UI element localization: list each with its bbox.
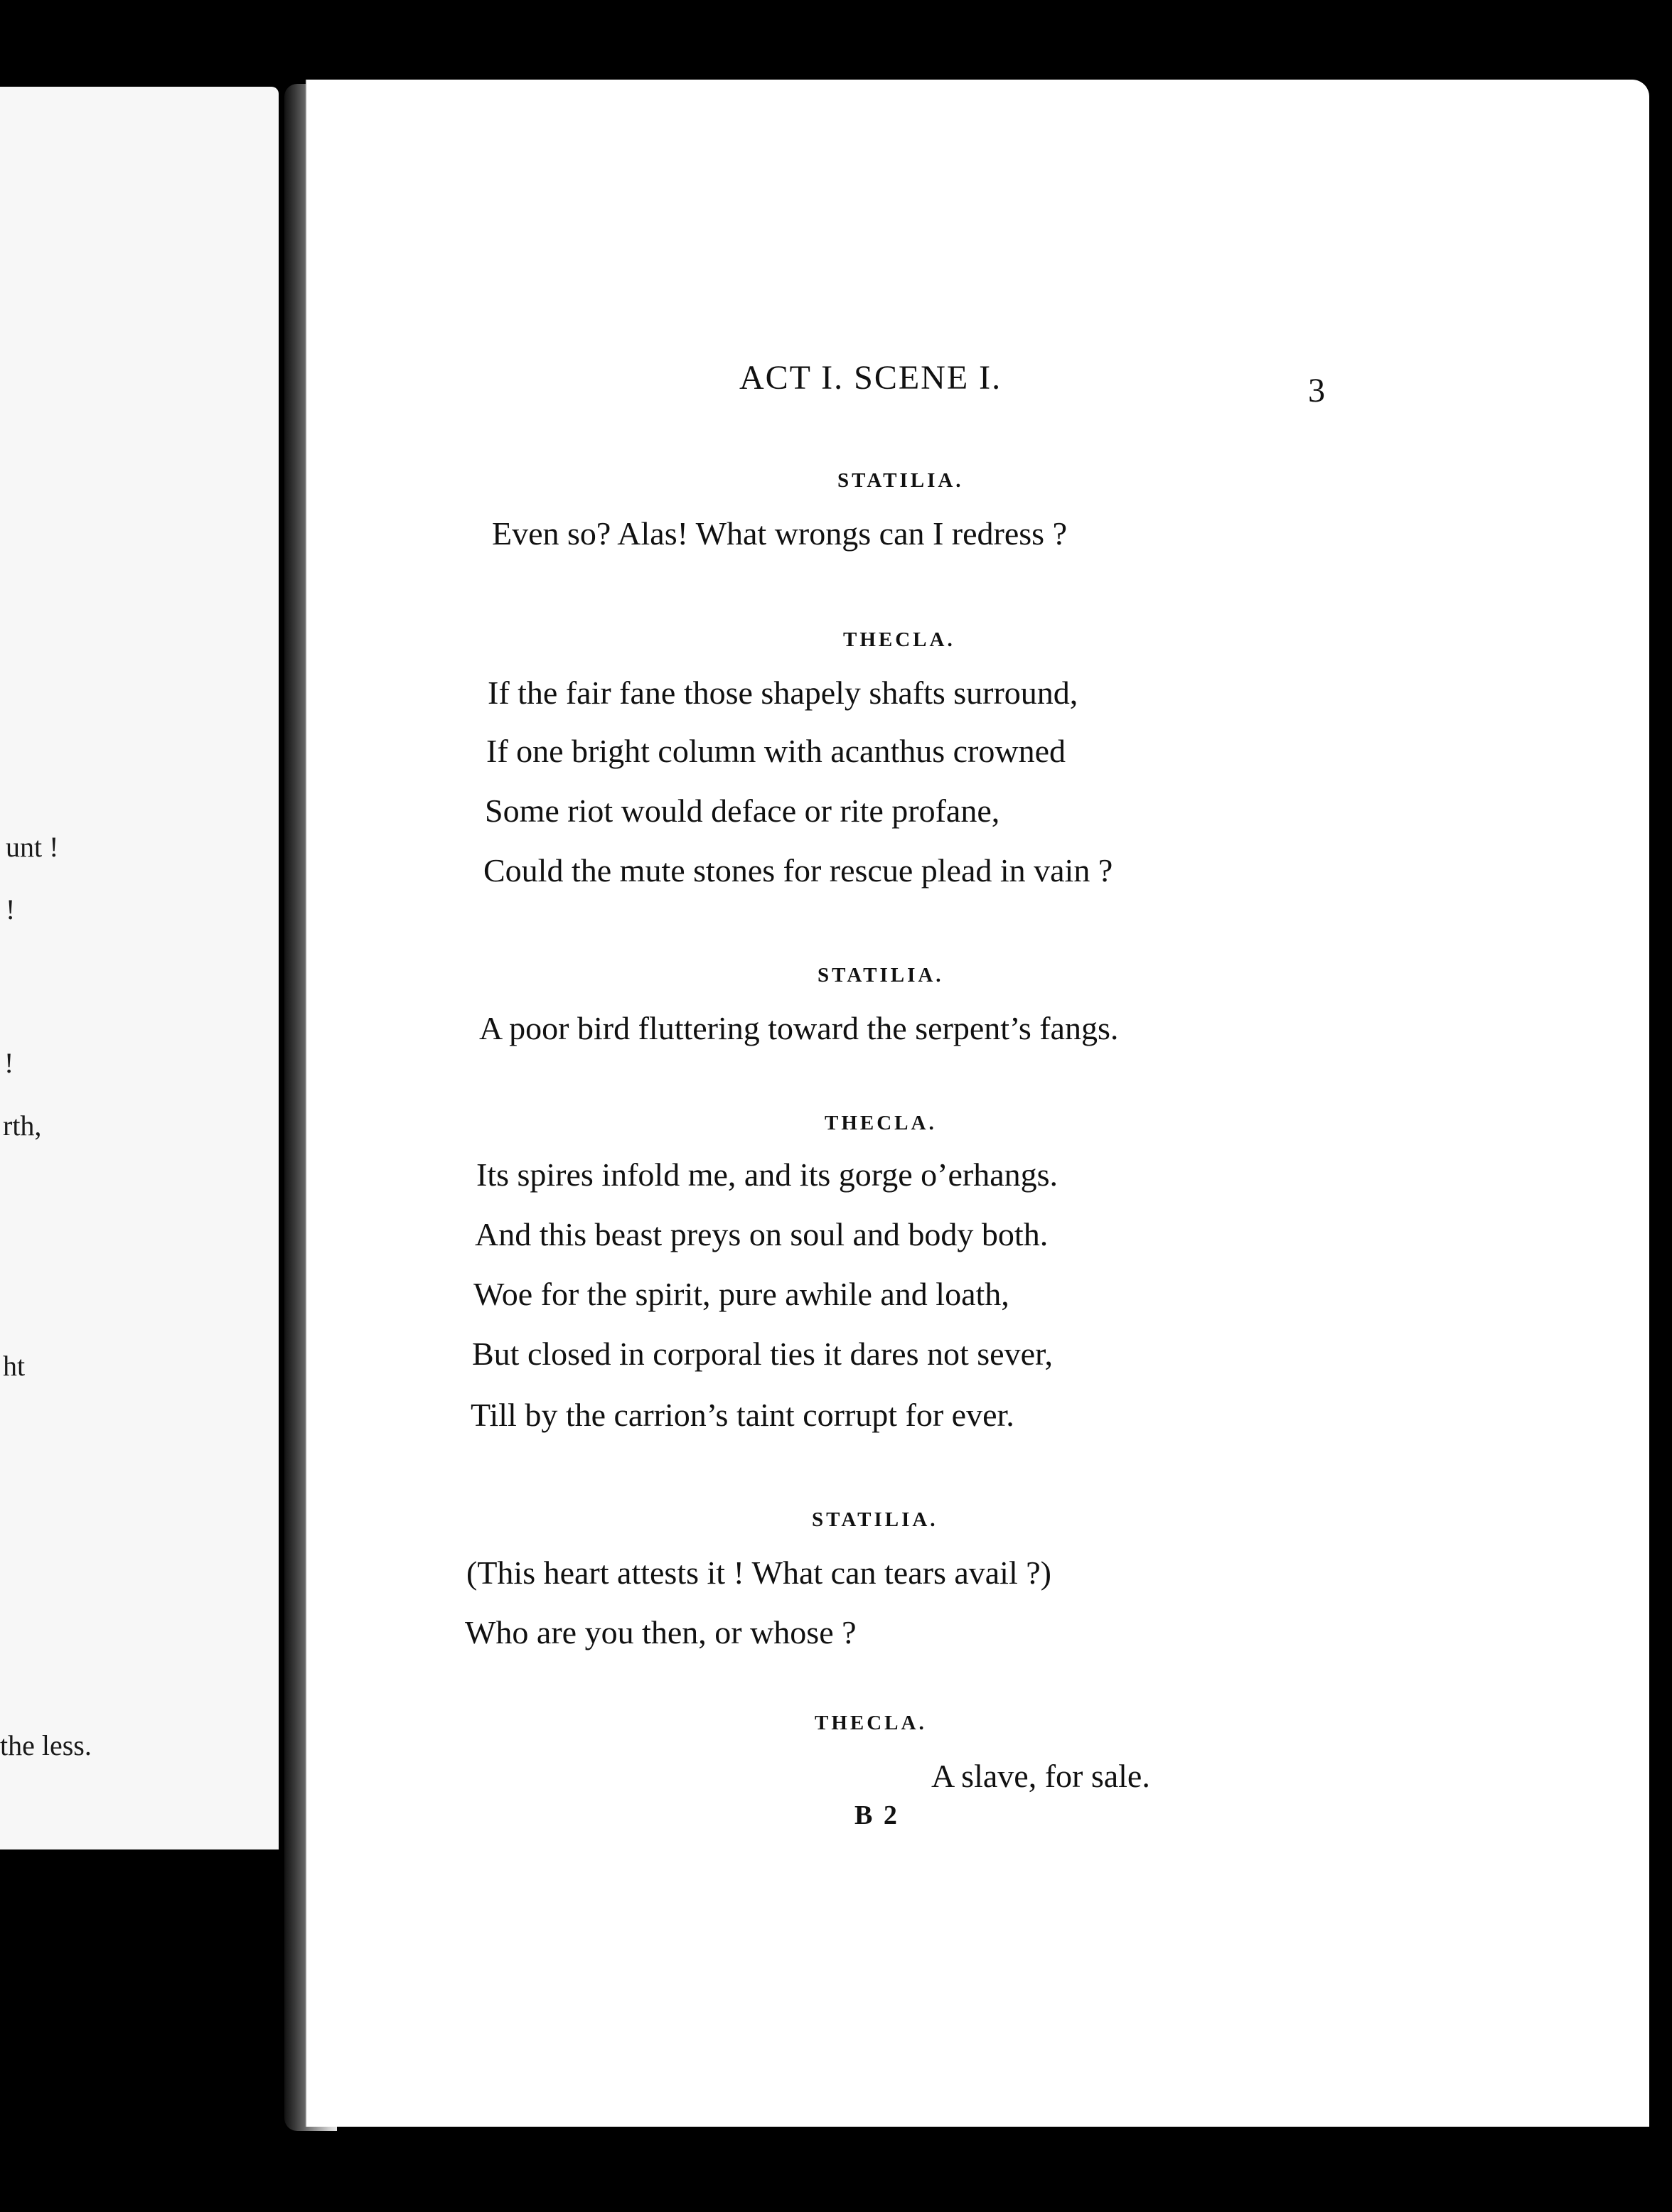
verse-line: Its spires infold me, and its gorge o’erhangs. [476, 1156, 1059, 1193]
speaker-name: THECLA. [825, 1112, 937, 1134]
verse-line: (This heart attests it ! What can tears avail ?) [466, 1555, 1051, 1591]
verse-line: Till by the carrion’s taint corrupt for ever. [471, 1397, 1014, 1433]
left-page-fragment: ! [6, 893, 16, 925]
left-facing-page [0, 87, 279, 1849]
verse-line: Who are you then, or whose ? [465, 1614, 857, 1650]
verse-line: Could the mute stones for rescue plead in vain ? [483, 852, 1113, 888]
running-head: ACT I. SCENE I. [739, 359, 1002, 397]
page-number: 3 [1308, 372, 1327, 409]
speaker-name: STATILIA. [818, 964, 944, 987]
speaker-name: STATILIA. [837, 469, 964, 492]
verse-line: A poor bird fluttering toward the serpent’s fangs. [479, 1010, 1119, 1046]
verse-line: If one bright column with acanthus crowned [486, 733, 1066, 769]
left-page-fragment: ht [3, 1350, 26, 1382]
verse-line: Some riot would deface or rite profane, [485, 793, 1000, 829]
verse-line: A slave, for sale. [931, 1758, 1150, 1794]
signature-mark: B 2 [854, 1800, 899, 1830]
left-page-fragment: ! [4, 1047, 14, 1079]
left-page-fragment: rth, [3, 1110, 42, 1142]
verse-line: Woe for the spirit, pure awhile and loath, [473, 1276, 1009, 1312]
speaker-name: THECLA. [843, 628, 955, 651]
verse-line: And this beast preys on soul and body both. [475, 1216, 1049, 1252]
left-page-fragment: the less. [0, 1729, 92, 1761]
left-page-fragment: unt ! [6, 831, 59, 863]
verse-line: But closed in corporal ties it dares not sever, [472, 1336, 1053, 1372]
speaker-name: STATILIA. [812, 1508, 938, 1531]
verse-line: If the fair fane those shapely shafts surround, [488, 675, 1078, 711]
right-page [306, 80, 1649, 2127]
speaker-name: THECLA. [815, 1712, 927, 1734]
verse-line: Even so? Alas! What wrongs can I redress ? [492, 515, 1067, 552]
